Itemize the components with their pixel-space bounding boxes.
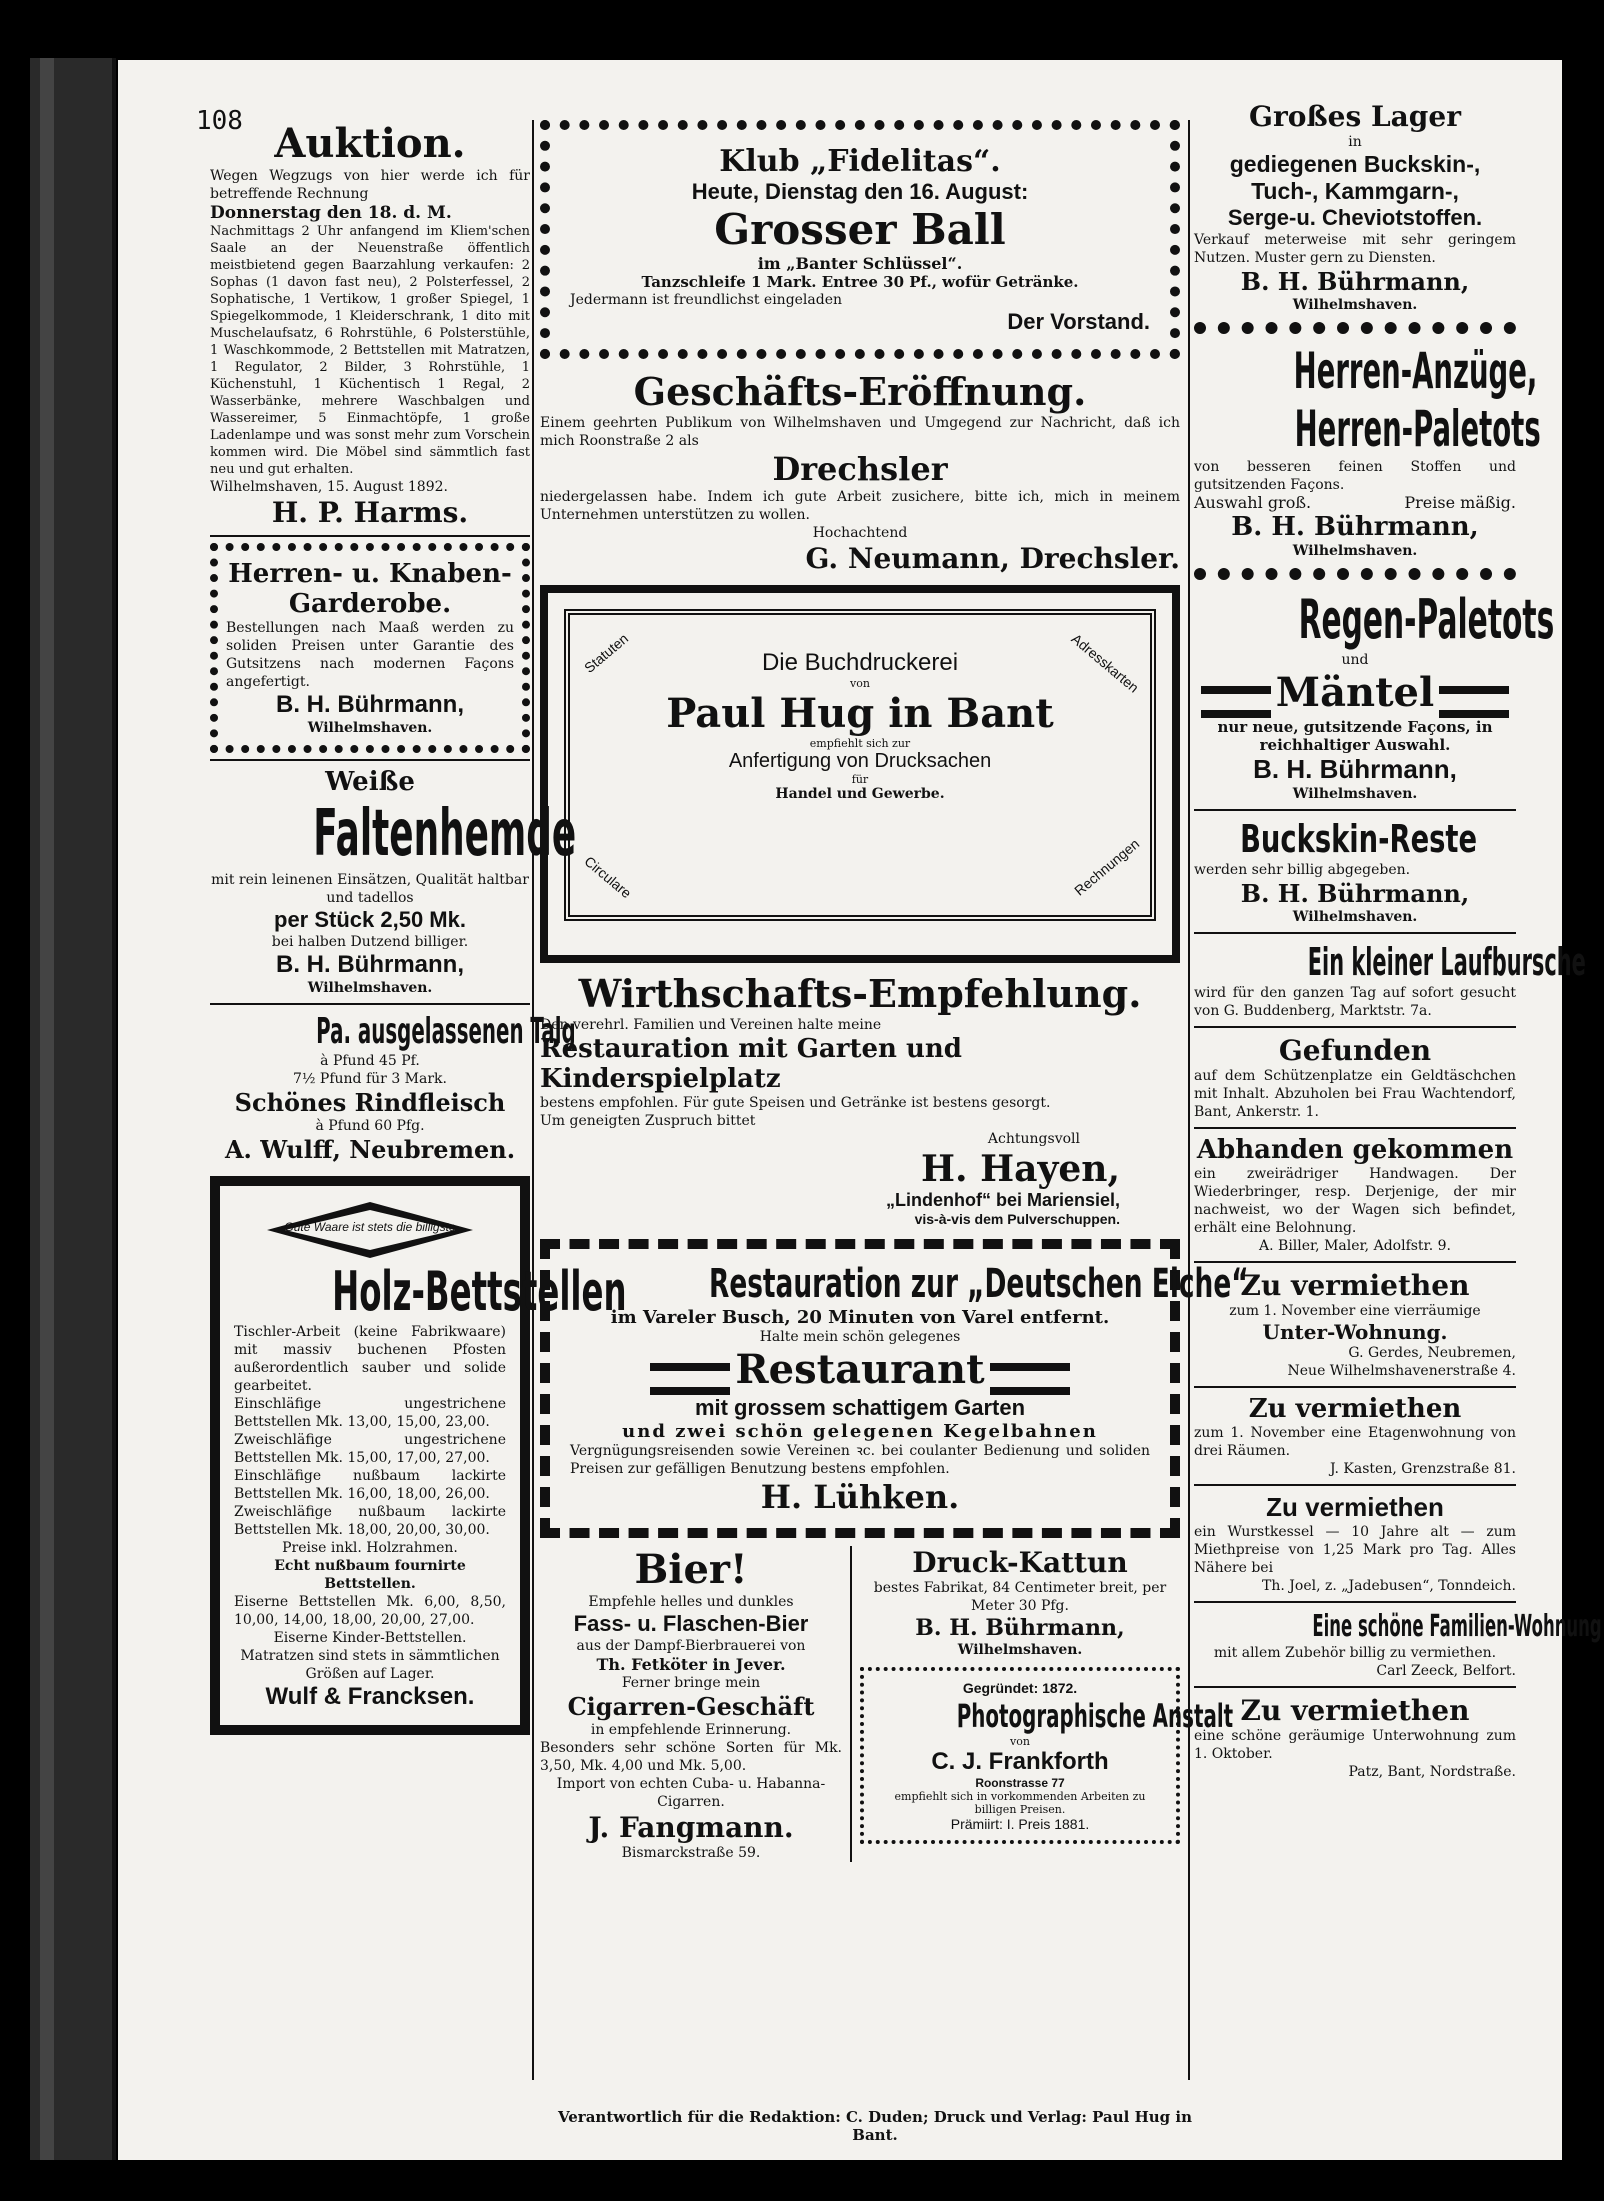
buckskin-text: werden sehr billig abgegeben. [1194, 861, 1411, 878]
garderobe-ad [210, 543, 530, 753]
divider [210, 1003, 530, 1005]
bier-addr: Bismarckstraße 59. [621, 1844, 761, 1861]
garderobe-title-2: Garderobe. [288, 589, 452, 619]
klub-ad [540, 120, 1180, 359]
wirth-title: Wirthschafts-Empfehlung. [578, 971, 1142, 1016]
wirth-ad [540, 971, 1180, 1227]
lager-ad [1194, 100, 1516, 314]
bier-ad [540, 1546, 852, 1862]
column-divider [532, 120, 534, 2080]
verm1-ad [1194, 1269, 1516, 1380]
bier-line-2: Fass- u. Flaschen-Bier [573, 1610, 809, 1636]
anzuege-title-2: Herren-Paletots [1294, 400, 1541, 458]
druckerei-von: von [850, 677, 870, 690]
ornament-rule [1194, 322, 1516, 334]
eroeffnung-name: G. Neumann, Drechsler. [805, 542, 1180, 575]
wirth-text-1: Den verehrl. Familien und Vereinen halte meine [540, 1017, 882, 1033]
familie-text: mit allem Zubehör billig zu vermiethen. [1213, 1644, 1497, 1661]
anzuege-city: Wilhelmshaven. [1292, 543, 1418, 559]
laufbursche-title: Ein kleiner Laufbursche [1307, 939, 1586, 984]
klub-invite: Jedermann ist freundlichst eingeladen [570, 292, 843, 308]
column-3 [1194, 80, 1602, 1781]
auction-signature: H. P. Harms. [271, 496, 469, 529]
hemde-title-2: Faltenhemde [313, 797, 577, 871]
talg-ad [210, 1011, 576, 1164]
verm1-text: zum 1. November eine vierräumige [1229, 1302, 1481, 1319]
buckskin-city: Wilhelmshaven. [1292, 908, 1418, 925]
book-binding [30, 58, 116, 2160]
kattun-title: Druck-Kattun [912, 1545, 1128, 1579]
column-2 [540, 80, 1249, 1862]
wirth-name: H. Hayen, [921, 1148, 1120, 1190]
eiche-text-1: Halte mein schön gelegenes [759, 1329, 961, 1345]
hemde-title-1: Weiße [325, 767, 415, 797]
divider [1194, 1026, 1516, 1028]
eroeffnung-text-1: Einem geehrten Publikum von Wilhelmshaven und Umgegend zur Nachricht, daß ich mich Roonstraße 2 als [540, 415, 1180, 449]
kattun-name: B. H. Bührmann, [915, 1614, 1125, 1641]
regen-name: B. H. Bührmann, [1253, 753, 1457, 784]
gefunden-text: auf dem Schützenplatze ein Geldtäschchen mit Inhalt. Abzuholen bei Frau Wachtendorf, Bant, Ankerstr. 1. [1194, 1067, 1516, 1120]
buckskin-title: Buckskin-Reste [1240, 816, 1478, 861]
lager-text: Verkauf meterweise mit sehr geringem Nutzen. Muster gern zu Diensten. [1194, 232, 1516, 266]
verm3-sign: Th. Joel, z. „Jadebusen“, Tonndeich. [1262, 1577, 1516, 1594]
lager-title-2: gediegenen Buckskin-, [1229, 151, 1481, 177]
klub-place: im „Banter Schlüssel“. [757, 254, 963, 273]
bier-name: J. Fangmann. [588, 1810, 794, 1844]
verm1-sign: G. Gerdes, Neubremen, [1348, 1344, 1516, 1361]
lager-title-4: Serge-u. Cheviotstoffen. [1227, 205, 1483, 230]
talg-name: A. Wulff, Neubremen. [224, 1135, 516, 1164]
druckerei-corner-tl: Statuten [580, 630, 632, 676]
lager-city: Wilhelmshaven. [1292, 297, 1418, 313]
bier-line-3: aus der Dampf-Bierbrauerei von [576, 1637, 806, 1654]
ornament-rule [1194, 568, 1516, 580]
bar-ornament [650, 1363, 730, 1395]
holz-text-3: Zweischläfige ungestrichene Bettstellen Mk. 15,00, 17,00, 27,00. [234, 1432, 506, 1466]
page-number: 108 [196, 106, 243, 136]
klub-title: Klub „Fidelitas“. [719, 144, 1001, 179]
abhanden-title: Abhanden gekommen [1196, 1134, 1514, 1165]
klub-date: Heute, Dienstag den 16. August: [691, 179, 1029, 204]
auction-text: Nachmittags 2 Uhr anfangend im Kliem'schen Saale an der Neuenstraße öffentlich meistbietend gegen Baarzahlung verkaufen: 2 Sophas (1 davon fast neu), 2 Polsterfessel, 2 Sophatische, 1 Vertikow, 1 großer Spiegel, 1 Spiegelkommode, 1 Kleiderschrank, 1 dito mit Muschelaufsatz, 6 Rohrstühle, 6 Polsterstühle, 1 Waschkommode, 2 Bettstellen mit Matratzen, 1 Regulator, 2 Bilder, 3 Rohrstühle, 1 Küchenstuhl, 1 Küchentisch 1 Regal, 2 Wasserbänke, mehrere Waschbalgen und Wassereimer, 5 Einmachtöpfe, 1 große Ladenlampe und was sonst mehr zum Vorschein kommen wird. Die Möbel sind sämmtlich fast neu und gut erhalten. [210, 224, 530, 477]
abhanden-text: ein zweirädriger Handwagen. Der Wiederbringer, resp. Derjenige, der mir nachweist, wo der Wagen sich befindet, erhält eine Belohnung. [1194, 1165, 1516, 1236]
regen-title-2: Mäntel [1275, 669, 1435, 716]
talg-title-2: Schönes Rindfleisch [234, 1088, 506, 1117]
auction-date: Donnerstag den 18. d. M. [210, 203, 452, 223]
holz-text-1: Tischler-Arbeit (keine Fabrikwaare) mit massiv buchenen Pfosten außerordentlich sauber und solide gearbeitet. [234, 1324, 506, 1394]
holz-text-2: Einschläfige ungestrichene Bettstellen Mk. 13,00, 15,00, 23,00. [234, 1396, 506, 1430]
photo-name: C. J. Frankforth [931, 1747, 1109, 1775]
anzuege-line-2: Preise mäßig. [1404, 493, 1516, 512]
divider [1194, 809, 1516, 811]
eiche-ad [540, 1239, 1249, 1538]
buckskin-ad [1194, 817, 1516, 926]
wirth-text-2: bestens empfohlen. Für gute Speisen und Getränke ist bestens gesorgt. [540, 1095, 1051, 1111]
eiche-text-2: Vergnügungsreisenden sowie Vereinen ꝛc. bei coulanter Bedienung und soliden Preisen zur gefälligen Benutzung bestens empfohlen. [570, 1442, 1150, 1477]
diamond-text: Gute Waare ist stets die billigste [284, 1220, 456, 1234]
imprint-footer: Verantwortlich für die Redaktion: C. Duden; Druck und Verlag: Paul Hug in Bant. [557, 2108, 1192, 2144]
holz-text-8: Eiserne Bettstellen Mk. 6,00, 8,50, 10,00, 14,00, 18,00, 20,00, 27,00. [234, 1594, 506, 1628]
talg-line-2: 7½ Pfund für 3 Mark. [293, 1071, 447, 1087]
klub-ball: Grosser Ball [714, 205, 1006, 254]
verm3-ad [1194, 1492, 1516, 1595]
verm2-ad [1194, 1394, 1516, 1478]
holz-text-10: Matratzen sind stets in sämmtlichen Größen auf Lager. [240, 1648, 500, 1682]
photo-addr: Roonstrasse 77 [975, 1775, 1065, 1790]
bier-line-5: Ferner bringe mein [621, 1674, 761, 1691]
eiche-sub: im Vareler Busch, 20 Minuten von Varel entfernt. [610, 1307, 1110, 1328]
talg-line-3: à Pfund 60 Pfg. [315, 1118, 425, 1134]
divider [210, 535, 530, 537]
garderobe-text: Bestellungen nach Maaß werden zu soliden Preisen unter Garantie des Gutsitzens nach modernen Façons angefertigt. [226, 620, 514, 690]
wirth-place: „Lindenhof“ bei Mariensiel, [885, 1190, 1120, 1210]
bier-line-4: Th. Fetköter in Jever. [596, 1654, 786, 1674]
bier-title: Bier! [634, 1545, 748, 1593]
verm2-text: zum 1. November eine Etagenwohnung von drei Räumen. [1194, 1424, 1516, 1459]
holz-text-9: Eiserne Kinder-Bettstellen. [273, 1630, 467, 1646]
gefunden-ad [1194, 1034, 1516, 1121]
photo-founded: Gegründet: 1872. [962, 1679, 1078, 1696]
anzuege-text: von besseren feinen Stoffen und gutsitzenden Façons. [1194, 459, 1516, 493]
eiche-line-2: und zwei schön gelegenen Kegelbahnen [622, 1420, 1098, 1442]
eroeffnung-trade: Drechsler [772, 450, 948, 488]
auction-ad [210, 120, 530, 529]
eiche-restaurant: Restaurant [735, 1346, 985, 1393]
bar-ornament [1439, 686, 1509, 718]
abhanden-ad [1194, 1135, 1516, 1255]
eroeffnung-ad [540, 369, 1180, 575]
eroeffnung-greet: Hochachtend [812, 525, 908, 541]
eroeffnung-title: Geschäfts-Eröffnung. [633, 369, 1087, 414]
verm1-sign-2: Neue Wilhelmshavenerstraße 4. [1287, 1362, 1516, 1379]
druckerei-line-1: Die Buchdruckerei [761, 649, 959, 676]
garderobe-city: Wilhelmshaven. [307, 720, 433, 736]
verm4-title: Zu vermiethen [1240, 1693, 1470, 1727]
hemde-city: Wilhelmshaven. [307, 980, 433, 996]
photo-award: Prämiirt: I. Preis 1881. [950, 1815, 1090, 1832]
kattun-city: Wilhelmshaven. [957, 1641, 1083, 1658]
divider [1194, 1484, 1516, 1486]
laufbursche-text: wird für den ganzen Tag auf sofort gesucht von G. Buddenberg, Marktstr. 7a. [1194, 984, 1516, 1019]
bier-line-7: in empfehlende Erinnerung. [590, 1721, 792, 1738]
druckerei-ad [540, 585, 1180, 963]
photo-ad [860, 1667, 1234, 1844]
diamond-emblem [265, 1200, 475, 1260]
eroeffnung-text-2: niedergelassen habe. Indem ich gute Arbeit zusichere, bitte ich, mich in meinem Unternehmen unterstützen zu wollen. [540, 489, 1180, 523]
kattun-ad [860, 1546, 1180, 1659]
druckerei-line-4: Handel und Gewerbe. [775, 786, 945, 802]
holz-ad [210, 1176, 627, 1735]
druckerei-name: Paul Hug in Bant [666, 690, 1054, 737]
holz-text-4: Einschläfige nußbaum lackirte Bettstellen Mk. 16,00, 18,00, 26,00. [234, 1468, 506, 1502]
bar-ornament [1201, 686, 1271, 718]
holz-text-7: Echt nußbaum fournirte Bettstellen. [274, 1558, 466, 1592]
laufbursche-ad [1194, 939, 1586, 1020]
gefunden-title: Gefunden [1278, 1033, 1432, 1067]
regen-city: Wilhelmshaven. [1292, 785, 1418, 802]
divider [210, 759, 530, 761]
bier-line-9: Import von echten Cuba- u. Habanna-Cigarren. [556, 1775, 826, 1810]
eiche-line-1: mit grossem schattigem Garten [694, 1394, 1026, 1420]
photo-text: empfiehlt sich in vorkommenden Arbeiten zu billigen Preisen. [894, 1789, 1146, 1816]
regen-und: und [1341, 652, 1369, 668]
wirth-text-3: Um geneigten Zuspruch bittet [540, 1113, 756, 1129]
lager-title-1: Großes Lager [1249, 100, 1461, 133]
kattun-text: bestes Fabrikat, 84 Centimeter breit, per Meter 30 Pfg. [873, 1579, 1167, 1614]
klub-sign: Der Vorstand. [1007, 309, 1150, 334]
klub-fee: Tanzschleife 1 Mark. Entree 30 Pf., wofür Getränke. [641, 273, 1079, 291]
verm2-title: Zu vermiethen [1248, 1393, 1462, 1424]
druckerei-line-2: empfiehlt sich zur [809, 737, 911, 750]
hemde-ad [210, 767, 577, 997]
familie-title: Eine schöne Familien-Wohnung [1312, 1608, 1602, 1644]
lager-title-3: Tuch-, Kammgarn-, [1251, 178, 1459, 204]
hemde-note: bei halben Dutzend billiger. [271, 934, 469, 950]
verm4-sign: Patz, Bant, Nordstraße. [1348, 1763, 1516, 1780]
divider [1194, 1261, 1516, 1263]
druckerei-corner-tr: Adresskarten [1068, 630, 1142, 696]
divider [1194, 1601, 1516, 1603]
talg-title: Pa. ausgelassenen Talg [316, 1011, 576, 1052]
garderobe-title-1: Herren- u. Knaben- [228, 559, 512, 589]
familie-sign: Carl Zeeck, Belfort. [1376, 1662, 1516, 1679]
hemde-name: B. H. Bührmann, [275, 951, 464, 978]
druckerei-line-3: Anfertigung von Drucksachen [728, 750, 992, 772]
familie-ad [1194, 1608, 1602, 1680]
abhanden-sign: A. Biller, Maler, Adolfstr. 9. [1259, 1237, 1451, 1254]
verm4-ad [1194, 1694, 1516, 1781]
regen-text: nur neue, gutsitzende Façons, in reichhaltiger Auswahl. [1217, 717, 1493, 754]
bier-line-6: Cigarren-Geschäft [567, 1691, 815, 1721]
photo-title: Photographische Anstalt [956, 1696, 1234, 1735]
bier-line-1: Empfehle helles und dunkles [588, 1593, 794, 1610]
anzuege-name: B. H. Bührmann, [1231, 512, 1479, 542]
druckerei-fuer: für [851, 773, 869, 786]
regen-title-1: Regen-Paletots [1298, 588, 1555, 651]
divider [1194, 1386, 1516, 1388]
divider [1194, 1127, 1516, 1129]
druckerei-corner-br: Rechnungen [1070, 835, 1142, 899]
holz-title: Holz-Bettstellen [332, 1260, 627, 1323]
verm2-sign: J. Kasten, Grenzstraße 81. [1330, 1460, 1516, 1477]
right-bottom [852, 1545, 1234, 1862]
bar-ornament [990, 1363, 1070, 1395]
verm1-title-2: Unter-Wohnung. [1262, 1319, 1448, 1344]
garderobe-name: B. H. Bührmann, [275, 691, 464, 718]
holz-name: Wulf & Francksen. [265, 1683, 475, 1710]
anzuege-row [1194, 494, 1516, 512]
regen-ad [1194, 588, 1555, 803]
divider [1194, 932, 1516, 934]
holz-text-6: Preise inkl. Holzrahmen. [282, 1540, 458, 1556]
druckerei-corner-bl: Circulare [581, 852, 635, 902]
bottom-row [540, 1545, 1234, 1862]
wirth-line: Restauration mit Garten und Kinderspielplatz [540, 1034, 962, 1094]
auction-title: Auktion. [274, 120, 466, 167]
anzuege-line-1: Auswahl groß. [1194, 493, 1312, 512]
anzuege-ad [1194, 342, 1541, 560]
auction-intro: Wegen Wegzugs von hier werde ich für betreffende Rechnung [210, 168, 530, 202]
photo-von: von [1010, 1734, 1030, 1748]
auction-place-date: Wilhelmshaven, 15. August 1892. [210, 479, 448, 495]
verm3-text: ein Wurstkessel — 10 Jahre alt — zum Miethpreise von 1,25 Mark pro Tag. Alles Nähere bei [1194, 1523, 1516, 1576]
verm4-text: eine schöne geräumige Unterwohnung zum 1. Oktober. [1194, 1727, 1516, 1762]
wirth-place-2: vis-à-vis dem Pulverschuppen. [914, 1211, 1120, 1227]
wirth-greet: Achtungsvoll [987, 1131, 1080, 1147]
buckskin-name: B. H. Bührmann, [1240, 878, 1470, 908]
lager-name: B. H. Bührmann, [1240, 267, 1470, 296]
hemde-price: per Stück 2,50 Mk. [274, 907, 466, 932]
divider [1194, 1686, 1516, 1688]
verm3-title: Zu vermiethen [1266, 1491, 1444, 1522]
verm1-title: Zu vermiethen [1240, 1268, 1470, 1302]
anzuege-title-1: Herren-Anzüge, [1293, 342, 1538, 400]
talg-line-1: à Pfund 45 Pf. [320, 1053, 420, 1069]
druckerei-inner-frame [564, 609, 1156, 921]
eiche-name: H. Lühken. [760, 1477, 960, 1516]
lager-in: in [1348, 134, 1362, 150]
eiche-title: Restauration zur „Deutschen Eiche“ [708, 1261, 1249, 1307]
holz-text-5: Zweischläfige nußbaum lackirte Bettstellen Mk. 18,00, 20,00, 30,00. [234, 1504, 506, 1538]
bier-line-8: Besonders sehr schöne Sorten für Mk. 3,50, Mk. 4,00 und Mk. 5,00. [540, 1739, 842, 1774]
hemde-text: mit rein leinenen Einsätzen, Qualität haltbar und tadellos [211, 872, 529, 906]
column-divider [1188, 120, 1190, 2080]
